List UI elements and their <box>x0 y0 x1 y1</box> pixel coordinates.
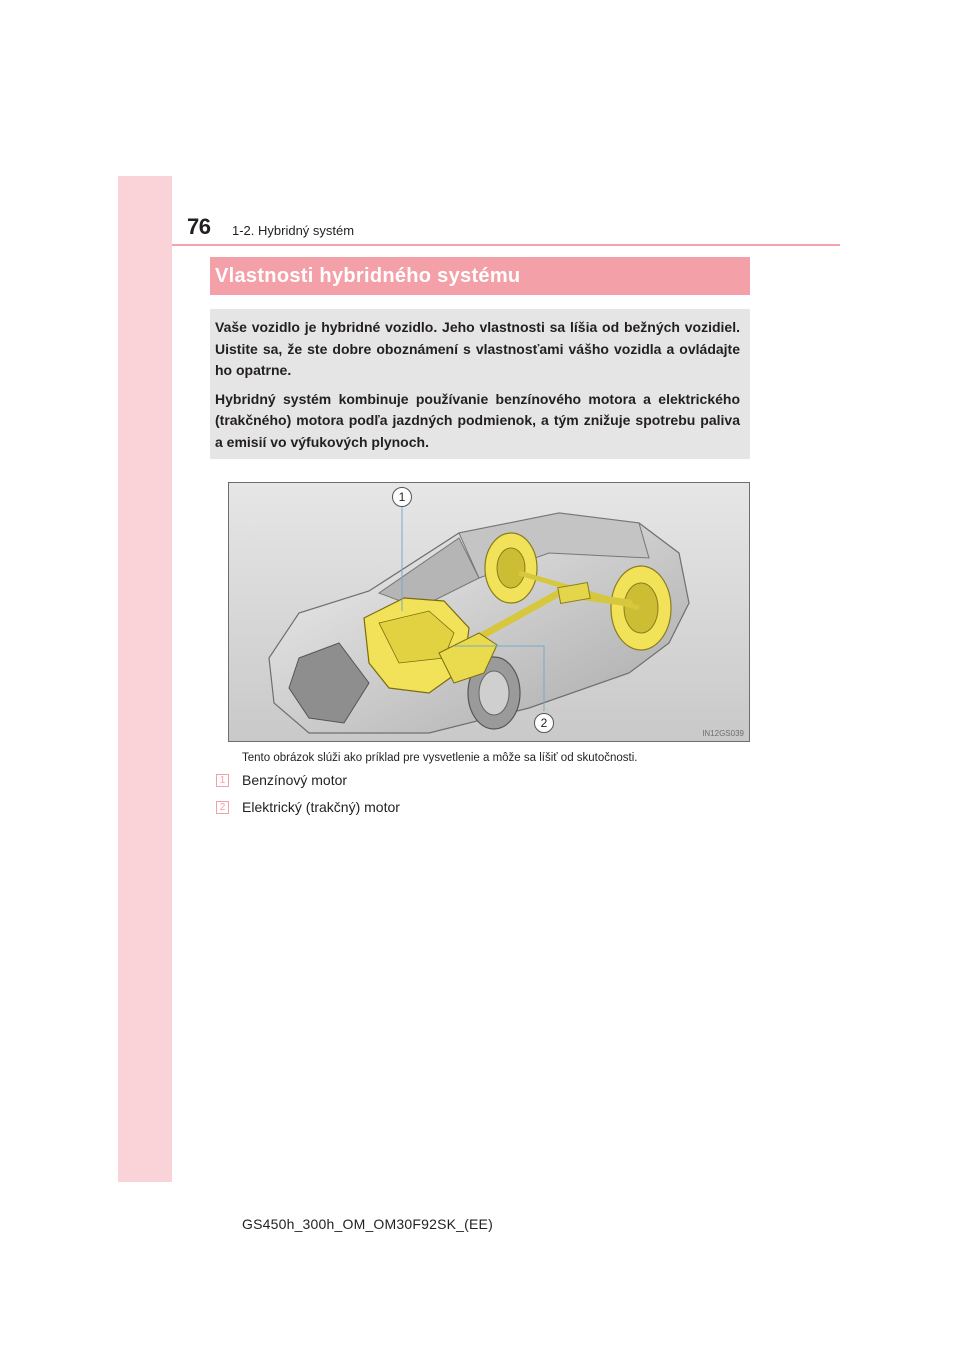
legend-text-2: Elektrický (trakčný) motor <box>242 799 400 815</box>
header-divider <box>172 244 840 246</box>
document-code-footer: GS450h_300h_OM_OM30F92SK_(EE) <box>242 1216 493 1232</box>
legend-number-1: 1 <box>216 774 229 787</box>
callout-marker-2 <box>534 713 554 733</box>
figure-caption: Tento obrázok slúži ako príklad pre vysvetlenie a môže sa líšiť od skutočnosti. <box>242 752 638 764</box>
car-cutaway-drawing <box>229 483 749 741</box>
callout-marker-1 <box>392 487 412 507</box>
legend-item-2 <box>216 799 400 815</box>
callout-label-1: 1 <box>398 490 406 504</box>
legend-number-2: 2 <box>216 801 229 814</box>
legend-text-1: Benzínový motor <box>242 772 348 788</box>
section-heading: Vlastnosti hybridného systému <box>215 264 521 287</box>
intro-box <box>210 309 750 459</box>
page-number: 76 <box>187 214 211 239</box>
figure-code: IN12GS039 <box>702 729 744 738</box>
intro-paragraph-2: Hybridný systém kombinuje používanie benzínového motora a elektrického (trakčného) motora podľa jazdných podmienok, a tým znižuje spotrebu paliva a emisií vo výfukových plynoch. <box>215 390 740 450</box>
page-side-tab <box>118 176 172 1182</box>
callout-label-2: 2 <box>540 716 548 730</box>
hybrid-system-illustration <box>228 482 750 742</box>
intro-paragraph-1: Vaše vozidlo je hybridné vozidlo. Jeho vlastnosti sa líšia od bežných vozidiel. Uistite sa, že ste dobre oboznámení s vlastnosťami vášho vozidla a ovládajte ho opatrne. <box>215 319 740 378</box>
section-heading-bar <box>210 257 750 295</box>
section-title: 1-2. Hybridný systém <box>232 223 355 238</box>
legend-item-1 <box>216 772 347 788</box>
